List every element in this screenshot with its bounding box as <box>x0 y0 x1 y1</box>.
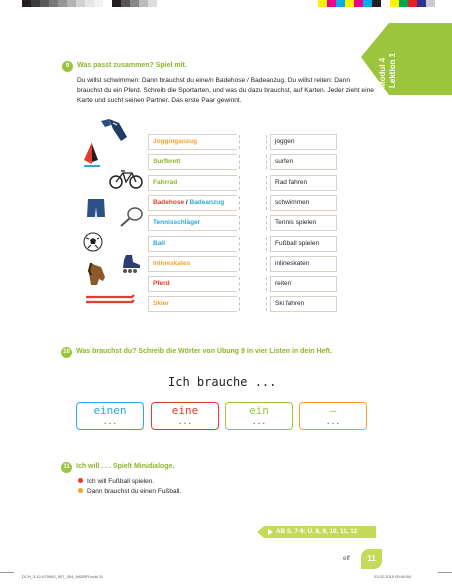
tracksuit-icon <box>97 117 131 143</box>
print-color-swatch <box>417 0 426 7</box>
equipment-card <box>148 215 237 231</box>
equipment-word: Surfbrett <box>153 158 181 165</box>
dialog-line-2 <box>78 488 181 496</box>
sport-verb: schwimmen <box>275 199 310 206</box>
equipment-card <box>148 154 237 170</box>
sport-card <box>270 236 337 252</box>
equipment-card <box>148 195 237 211</box>
crop-mark <box>0 572 14 573</box>
print-color-swatch <box>426 0 435 7</box>
equipment-word: Tennisschläger <box>153 219 201 226</box>
equipment-card <box>148 276 237 292</box>
sport-card <box>270 296 337 312</box>
inline-skate-icon <box>120 254 142 274</box>
print-color-swatch <box>336 0 345 7</box>
print-color-swatch <box>408 0 417 7</box>
print-color-swatch <box>112 0 121 7</box>
equipment-word: Jogginganzug <box>153 138 198 145</box>
equipment-word: Skier <box>153 300 169 307</box>
print-color-swatch <box>318 0 327 7</box>
article-word: einen <box>93 404 127 417</box>
sport-verb: joggen <box>275 138 295 145</box>
equipment-card <box>148 296 237 312</box>
sport-verb: surfen <box>275 158 294 165</box>
equipment-word: Fahrrad <box>153 179 178 186</box>
print-color-swatch <box>148 0 157 7</box>
sport-card <box>270 175 337 191</box>
article-word: eine <box>171 404 199 417</box>
sport-card <box>270 276 337 292</box>
equipment-card <box>148 256 237 272</box>
print-color-bar-left <box>22 0 166 7</box>
sport-verb: Tennis spielen <box>275 219 317 226</box>
print-color-swatch <box>22 0 31 7</box>
sport-verb: Rad fahren <box>275 179 308 186</box>
sport-card <box>270 154 337 170</box>
tab-lektion: Lektion 1 <box>388 52 397 88</box>
print-color-swatch <box>157 0 166 7</box>
article-word: – <box>329 404 337 417</box>
print-color-swatch <box>85 0 94 7</box>
article-dots: ... <box>325 417 341 426</box>
print-color-swatch <box>372 0 381 7</box>
article-box-einen <box>76 402 144 430</box>
article-word: ein <box>249 404 269 417</box>
windsurf-icon <box>82 140 102 170</box>
separator: / <box>184 199 190 206</box>
module-tab-label <box>378 53 398 88</box>
sport-card <box>270 195 337 211</box>
print-color-swatch <box>381 0 390 7</box>
exercise-10-heading: Was brauchst du? Schreib die Wörter von Übung 9 in vier Listen in dein Heft. <box>76 348 333 355</box>
print-color-swatch <box>67 0 76 7</box>
print-color-swatch <box>76 0 85 7</box>
tennis-racket-icon <box>118 206 144 228</box>
print-color-swatch <box>103 0 112 7</box>
example-sentence: Ich brauche ... <box>168 375 277 389</box>
article-dots: ... <box>251 417 267 426</box>
print-color-swatch <box>121 0 130 7</box>
print-color-swatch <box>49 0 58 7</box>
print-color-swatch <box>399 0 408 7</box>
bullet-red <box>78 478 83 483</box>
bicycle-icon <box>109 168 143 190</box>
article-box-none <box>299 402 367 430</box>
print-color-swatch <box>130 0 139 7</box>
print-color-swatch <box>327 0 336 7</box>
sport-verb: reiten <box>275 280 292 287</box>
footer-file-info: DCH_3-12-675902_007_004_9ADRR.indd 11 <box>22 574 104 579</box>
crop-mark <box>438 572 452 573</box>
print-color-swatch <box>40 0 49 7</box>
dialog-text: Dann brauchst du einen Fußball. <box>87 488 182 495</box>
sport-card <box>270 256 337 272</box>
football-icon <box>83 232 103 252</box>
dialog-text: Ich will Fußball spielen. <box>87 478 155 485</box>
exercise-9-heading: Was passt zusammen? Spiel mit. <box>77 62 187 69</box>
sport-card <box>270 215 337 231</box>
workbook-reference-text: AB S. 7-9: Ü. 8, 9, 10, 11, 12 <box>276 528 358 535</box>
print-color-swatch <box>345 0 354 7</box>
equipment-word: Badeanzug <box>189 199 225 206</box>
equipment-card <box>148 134 237 150</box>
sport-card <box>270 134 337 150</box>
dialog-line-1 <box>78 478 154 486</box>
exercise-11-heading: Ich will . . . Spielt Minidialoge. <box>76 463 175 470</box>
article-dots: ... <box>102 417 118 426</box>
skis-icon <box>84 294 136 306</box>
article-dots: ... <box>177 417 193 426</box>
equipment-word: Ball <box>153 240 165 247</box>
print-color-swatch <box>363 0 372 7</box>
equipment-word: Pferd <box>153 280 170 287</box>
equipment-word: Badehose <box>153 199 185 206</box>
page-number: 11 <box>361 549 382 569</box>
print-color-swatch <box>139 0 148 7</box>
print-color-swatch <box>354 0 363 7</box>
article-box-eine <box>151 402 219 430</box>
page-word: elf <box>343 555 350 562</box>
exercise-9-intro: Du willst schwimmen: Dann brauchst du eine/n Badehose / Badeanzug. Du willst reiten: Dann brauchst du ein Pferd. Schreib die Sportarten, und was du dazu brauchst, auf Karten. Jeder zieht eine Karte und sucht seinen Partner. Das erste Paar gewinnt. <box>77 77 374 104</box>
print-color-swatch <box>390 0 399 7</box>
exercise-9-number: 9 <box>62 61 73 72</box>
sport-verb: inlineskaten <box>275 260 310 267</box>
sport-verb: Ski fahren <box>275 300 305 307</box>
print-color-swatch <box>94 0 103 7</box>
exercise-11-number: 11 <box>61 462 72 473</box>
tab-modul: Modul 4 <box>378 57 387 88</box>
exercise-10-number: 10 <box>61 347 72 358</box>
print-color-bar-right <box>318 0 435 7</box>
print-color-swatch <box>58 0 67 7</box>
article-box-ein <box>225 402 293 430</box>
horse-icon <box>85 261 107 287</box>
equipment-card <box>148 175 237 191</box>
equipment-card <box>148 236 237 252</box>
equipment-word: Inlineskates <box>153 260 191 267</box>
workbook-reference <box>264 526 376 538</box>
sport-verb: Fußball spielen <box>275 240 320 247</box>
print-color-swatch <box>31 0 40 7</box>
footer-timestamp: 23.02.2015 09:04:58 <box>374 574 411 579</box>
bullet-orange <box>78 488 83 493</box>
play-arrow-icon <box>268 529 273 535</box>
swim-shorts-icon <box>86 197 106 219</box>
